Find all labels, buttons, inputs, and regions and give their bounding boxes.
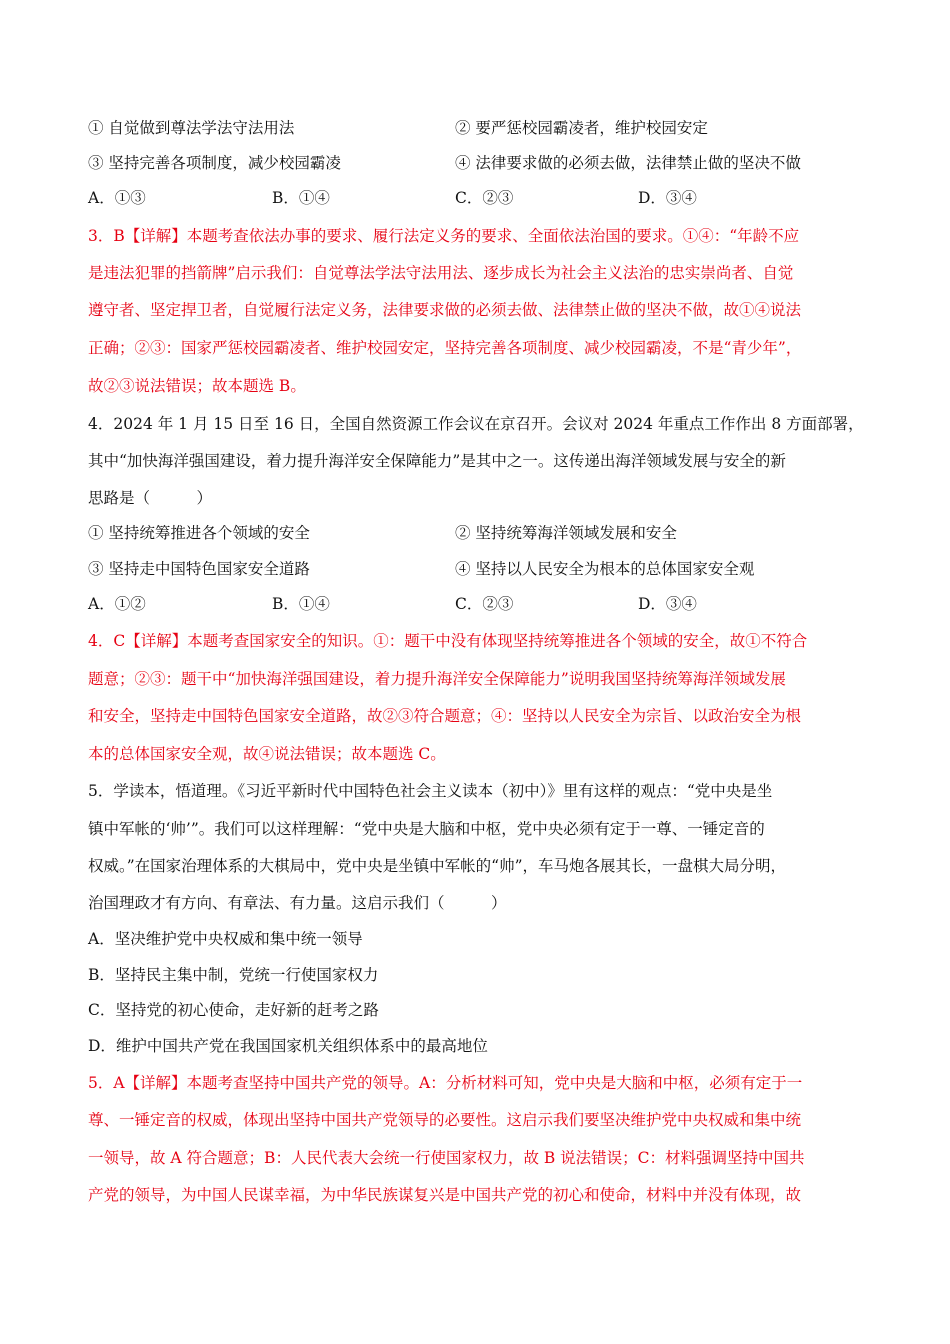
q4-stem-line: 思路是（ ） bbox=[88, 489, 213, 507]
q3-answer-line: 遵守者、坚定捍卫者，自觉履行法定义务，法律要求做的必须去做、法律禁止做的坚决不做，故①④说法 bbox=[88, 301, 802, 319]
q5-choice-a: A．坚决维护党中央权威和集中统一领导 bbox=[88, 930, 363, 948]
q3-option-2: ② 要严惩校园霸凌者，维护校园安定 bbox=[455, 119, 708, 137]
q4-choice-c: C．②③ bbox=[455, 595, 514, 613]
q4-choice-a: A．①② bbox=[88, 595, 146, 613]
q3-choice-b: B．①④ bbox=[272, 189, 330, 207]
q3-choice-a: A．①③ bbox=[88, 189, 146, 207]
q3-choice-c: C．②③ bbox=[455, 189, 514, 207]
q5-stem-line: 镇中军帐的‘帅’”。我们可以这样理解：“党中央是大脑和中枢，党中央必须有定于一尊、一锤定音的 bbox=[88, 820, 765, 838]
q4-option-1: ① 坚持统筹推进各个领域的安全 bbox=[88, 524, 310, 542]
q3-answer-line: 是违法犯罪的挡箭牌”启示我们：自觉尊法学法守法用法、逐步成长为社会主义法治的忠实崇尚者、自觉 bbox=[88, 264, 794, 282]
q4-stem-line: 其中“加快海洋强国建设，着力提升海洋安全保障能力”是其中之一。这传递出海洋领域发展与安全的新 bbox=[88, 452, 786, 470]
q5-answer-line: 5．A【详解】本题考查坚持中国共产党的领导。A：分析材料可知，党中央是大脑和中枢，必须有定于一 bbox=[88, 1074, 803, 1092]
q3-option-3: ③ 坚持完善各项制度，减少校园霸凌 bbox=[88, 154, 341, 172]
q3-option-4: ④ 法律要求做的必须去做，法律禁止做的坚决不做 bbox=[455, 154, 801, 172]
q5-choice-b: B．坚持民主集中制，党统一行使国家权力 bbox=[88, 966, 379, 984]
q4-choice-d: D．③④ bbox=[638, 595, 697, 613]
q5-answer-line: 尊、一锤定音的权威，体现出坚持中国共产党领导的必要性。这启示我们要坚决维护党中央权威和集中统 bbox=[88, 1111, 802, 1129]
q5-choice-d: D．维护中国共产党在我国国家机关组织体系中的最高地位 bbox=[88, 1037, 488, 1055]
q4-option-3: ③ 坚持走中国特色国家安全道路 bbox=[88, 560, 310, 578]
q5-stem-line: 5．学读本，悟道理。《习近平新时代中国特色社会主义读本（初中）》里有这样的观点：“党中央是坐 bbox=[88, 782, 773, 800]
q5-answer-line: 一领导，故 A 符合题意；B：人民代表大会统一行使国家权力，故 B 说法错误；C：材料强调坚持中国共 bbox=[88, 1149, 805, 1167]
q4-stem-line: 4．2024 年 1 月 15 日至 16 日，全国自然资源工作会议在京召开。会议对 2024 年重点工作作出 8 方面部署， bbox=[88, 415, 864, 433]
q3-answer-line: 3．B【详解】本题考查依法办事的要求、履行法定义务的要求、全面依法治国的要求。①④：“年龄不应 bbox=[88, 227, 800, 245]
q5-stem-line: 治国理政才有方向、有章法、有力量。这启示我们（ ） bbox=[88, 894, 507, 912]
q4-answer-line: 和安全，坚持走中国特色国家安全道路，故②③符合题意；④：坚持以人民安全为宗旨、以政治安全为根 bbox=[88, 707, 802, 725]
q5-choice-c: C．坚持党的初心使命，走好新的赶考之路 bbox=[88, 1001, 379, 1019]
q3-option-1: ① 自觉做到尊法学法守法用法 bbox=[88, 119, 295, 137]
q5-answer-line: 产党的领导，为中国人民谋幸福，为中华民族谋复兴是中国共产党的初心和使命，材料中并没有体现，故 bbox=[88, 1186, 802, 1204]
q4-answer-line: 本的总体国家安全观，故④说法错误；故本题选 C。 bbox=[88, 745, 446, 763]
q4-answer-line: 4．C【详解】本题考查国家安全的知识。①：题干中没有体现坚持统筹推进各个领域的安全，故①不符合 bbox=[88, 632, 808, 650]
q4-choice-b: B．①④ bbox=[272, 595, 330, 613]
q3-answer-line: 故②③说法错误；故本题选 B。 bbox=[88, 377, 306, 395]
q4-option-2: ② 坚持统筹海洋领域发展和安全 bbox=[455, 524, 677, 542]
q3-answer-line: 正确；②③：国家严惩校园霸凌者、维护校园安定，坚持完善各项制度、减少校园霸凌，不是“青少年”， bbox=[88, 339, 802, 357]
q3-choice-d: D．③④ bbox=[638, 189, 697, 207]
q4-option-4: ④ 坚持以人民安全为根本的总体国家安全观 bbox=[455, 560, 755, 578]
q5-stem-line: 权威。”在国家治理体系的大棋局中，党中央是坐镇中军帐的“帅”，车马炮各展其长，一盘棋大局分明， bbox=[88, 857, 787, 875]
q4-answer-line: 题意；②③：题干中“加快海洋强国建设，着力提升海洋安全保障能力”说明我国坚持统筹海洋领域发展 bbox=[88, 670, 786, 688]
